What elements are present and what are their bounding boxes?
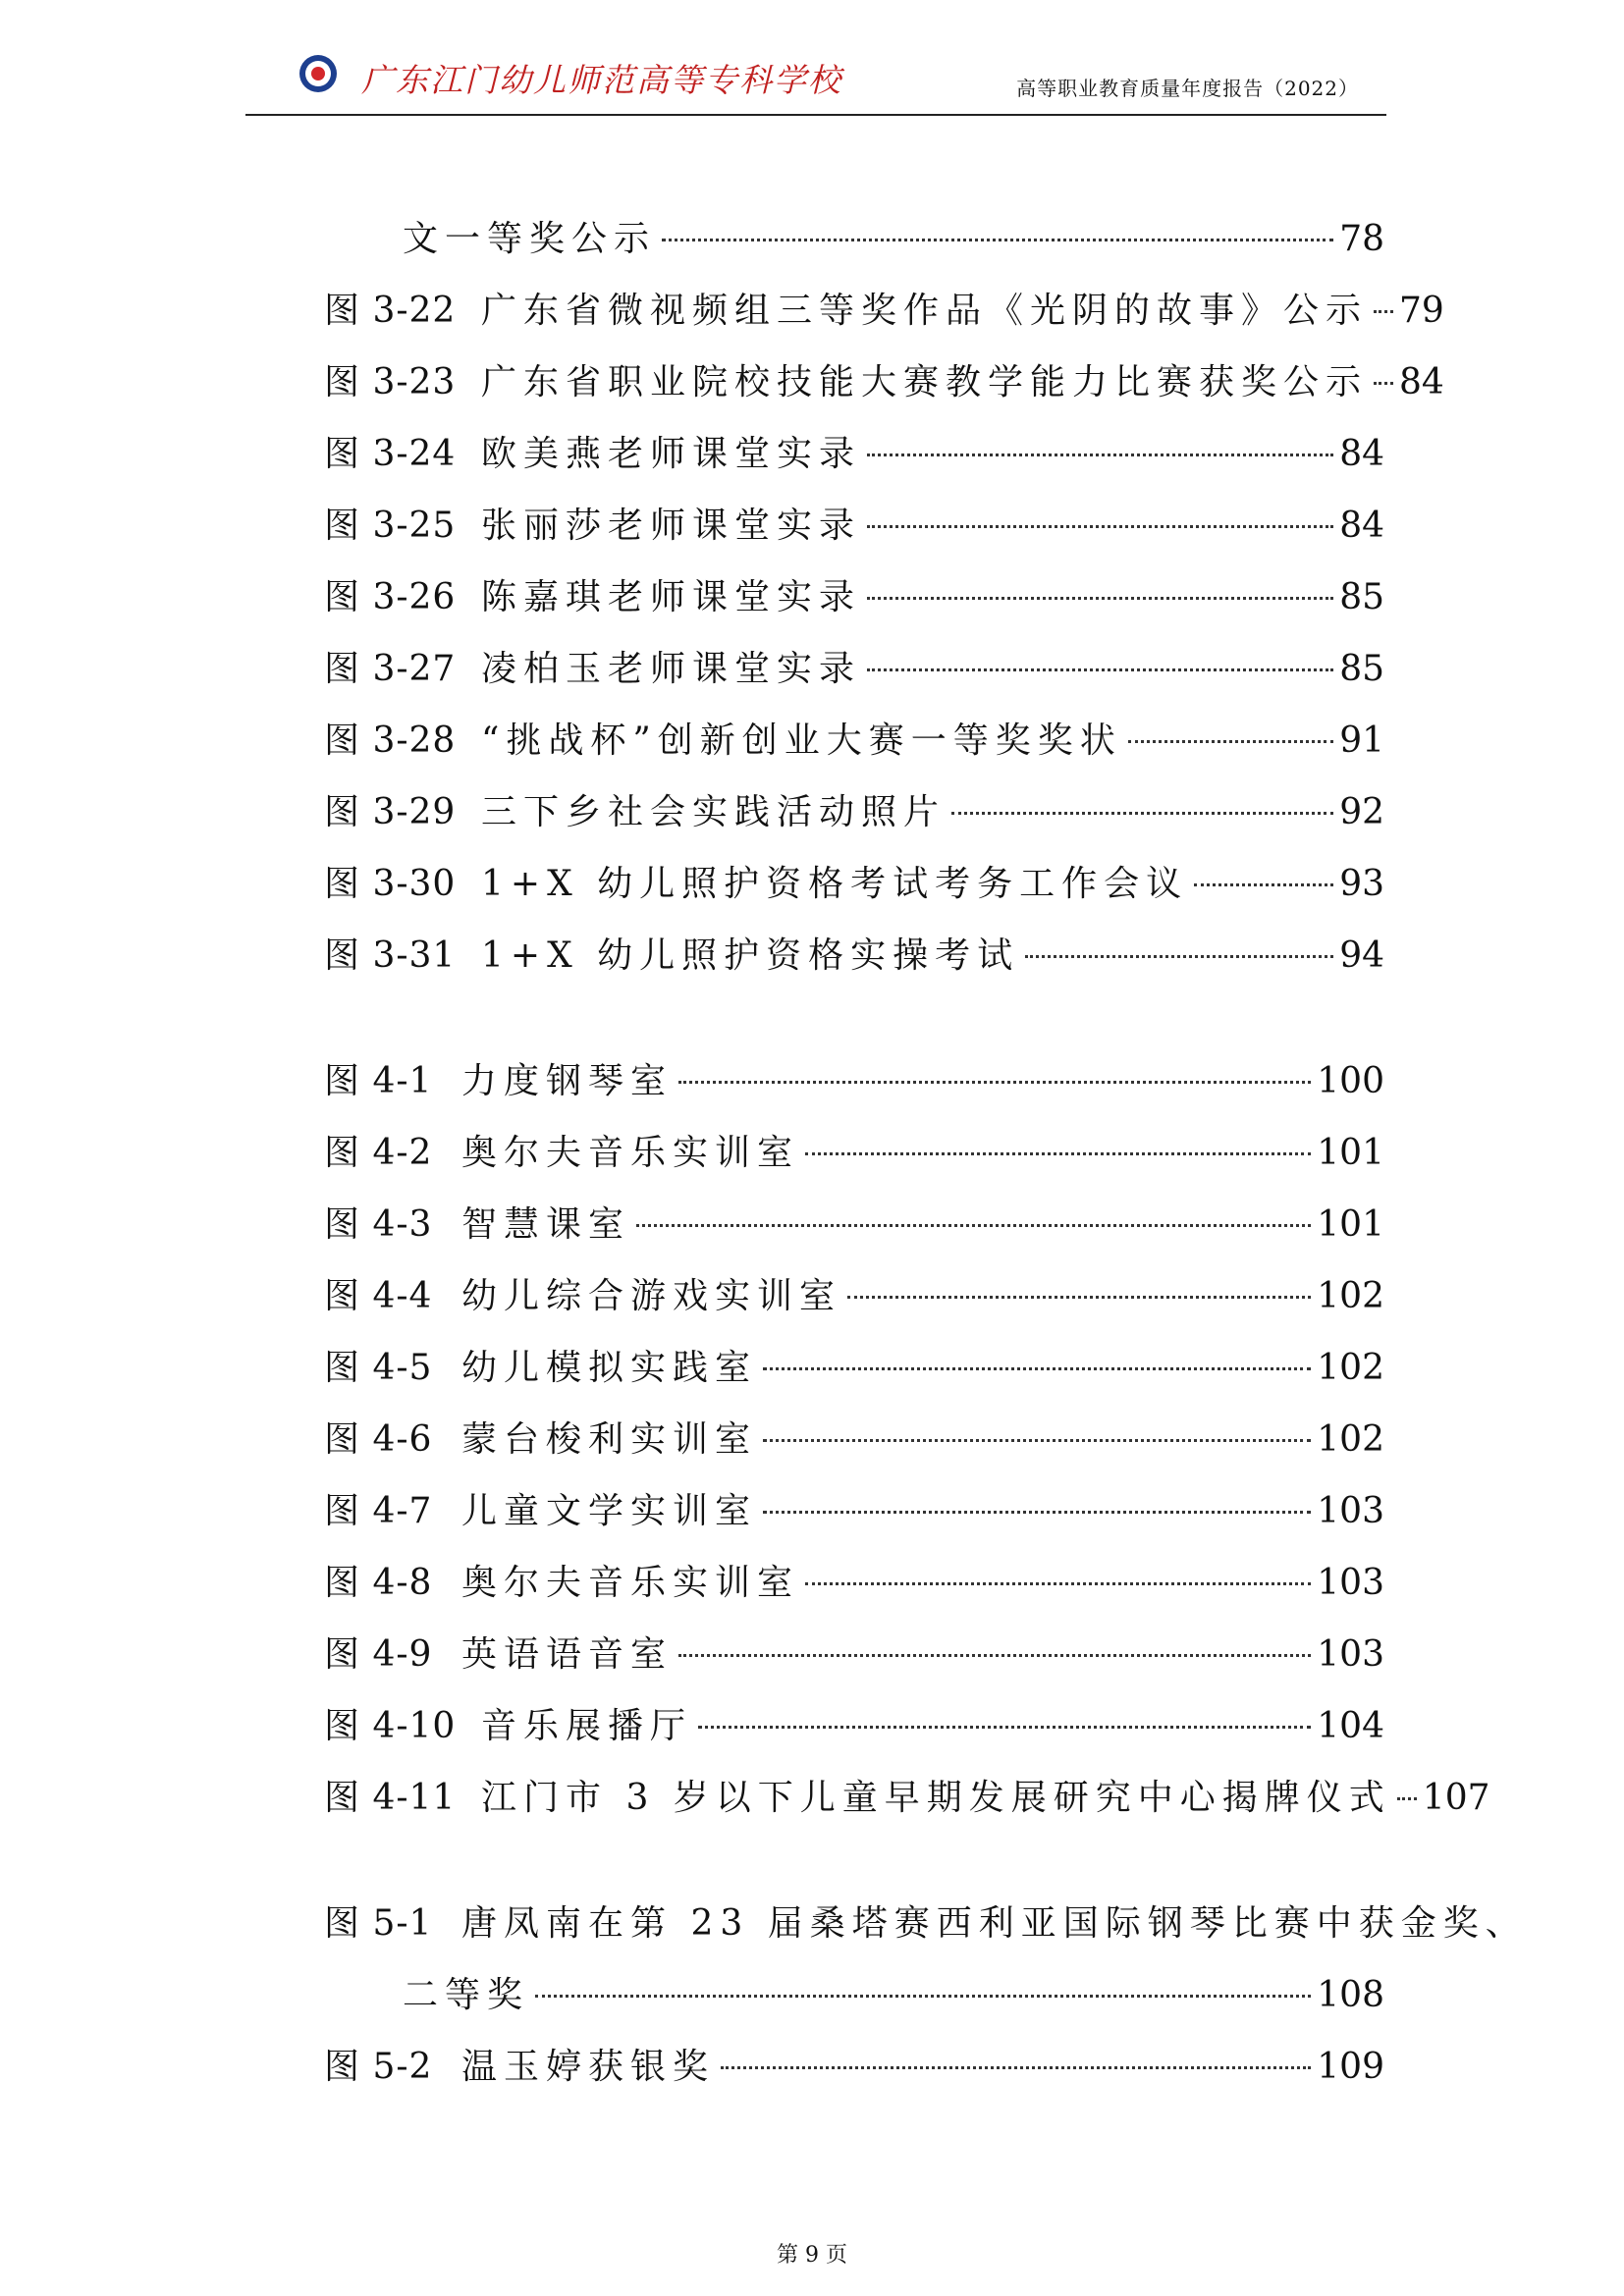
dot-leader	[721, 2066, 1311, 2069]
dot-leader	[1025, 955, 1333, 958]
dot-leader	[678, 1081, 1311, 1084]
toc-entry[interactable]	[403, 210, 1384, 282]
toc-page-number: 93	[1339, 864, 1384, 904]
toc-entry[interactable]	[324, 1482, 1384, 1554]
toc-entry[interactable]	[324, 1769, 1490, 1841]
toc-entry-text: 张丽莎老师课堂实录	[481, 506, 862, 546]
toc-figure-label: 图 5-1	[324, 1903, 433, 1944]
toc-page-number: 102	[1317, 1276, 1384, 1316]
toc-figure-label: 图 4-5	[324, 1348, 433, 1388]
dot-leader	[535, 1995, 1311, 1998]
toc-entry-text: 1+X 幼儿照护资格实操考试	[481, 935, 1020, 976]
dot-leader	[867, 454, 1333, 456]
toc-entry[interactable]	[324, 855, 1384, 927]
toc-entry[interactable]	[403, 1966, 1384, 2038]
toc-figure-label: 图 4-3	[324, 1204, 433, 1245]
toc-figure-label: 图 3-31	[324, 935, 457, 976]
toc-page-number: 103	[1317, 1634, 1384, 1675]
toc-page-number: 79	[1399, 291, 1444, 331]
report-title: 高等职业教育质量年度报告（2022）	[1016, 77, 1359, 100]
toc-figure-label: 图 4-8	[324, 1563, 433, 1603]
toc-page-number: 102	[1317, 1419, 1384, 1460]
toc-page-number: 101	[1317, 1133, 1384, 1173]
toc-entry[interactable]	[324, 1267, 1384, 1339]
dot-leader	[1374, 310, 1393, 313]
toc-entry[interactable]	[324, 1339, 1384, 1411]
dot-leader	[867, 668, 1333, 671]
dot-leader	[1374, 382, 1393, 385]
toc-page-number: 102	[1317, 1348, 1384, 1388]
school-logo-icon	[299, 55, 337, 92]
toc-entry[interactable]	[324, 353, 1444, 425]
toc-page-number: 91	[1339, 721, 1384, 761]
toc-entry-text: 奥尔夫音乐实训室	[461, 1563, 800, 1603]
toc-page-number: 92	[1339, 792, 1384, 832]
toc-entry-text: 欧美燕老师课堂实录	[481, 434, 862, 474]
dot-leader	[763, 1439, 1311, 1442]
dot-leader	[1128, 740, 1333, 743]
dot-leader	[805, 1582, 1311, 1585]
toc-entry-text: 蒙台梭利实训室	[461, 1419, 758, 1460]
toc-page-number: 84	[1339, 506, 1384, 546]
toc-figure-label: 图 3-30	[324, 864, 457, 904]
toc-figure-label: 图 3-27	[324, 649, 457, 689]
page-number: 第 9 页	[777, 2243, 847, 2268]
toc-entry[interactable]	[324, 568, 1384, 640]
dot-leader	[867, 597, 1333, 600]
toc-entry[interactable]	[324, 1697, 1384, 1769]
dot-leader	[805, 1152, 1311, 1155]
toc-entry-text: 凌柏玉老师课堂实录	[481, 649, 862, 689]
toc-entry[interactable]	[324, 497, 1384, 568]
toc-group-chapter-5	[324, 1895, 1528, 2109]
toc-entry[interactable]	[324, 1554, 1384, 1626]
toc-page-number: 107	[1422, 1778, 1490, 1818]
toc-figure-label: 图 4-2	[324, 1133, 433, 1173]
toc-entry-text: 儿童文学实训室	[461, 1491, 758, 1531]
dot-leader	[763, 1511, 1311, 1514]
toc-entry-text: 唐凤南在第 23 届桑塔赛西利亚国际钢琴比赛中获金奖、	[461, 1903, 1528, 1944]
dot-leader	[1397, 1797, 1417, 1800]
figure-list	[324, 210, 1528, 2109]
toc-figure-label: 图 4-1	[324, 1061, 433, 1101]
toc-entry[interactable]	[324, 1895, 1528, 1966]
toc-figure-label: 图 3-25	[324, 506, 457, 546]
toc-entry-text: 广东省微视频组三等奖作品《光阴的故事》公示	[481, 291, 1369, 331]
toc-figure-label: 图 4-7	[324, 1491, 433, 1531]
toc-entry-text: 奥尔夫音乐实训室	[461, 1133, 800, 1173]
toc-figure-label: 图 3-29	[324, 792, 457, 832]
toc-entry-text: 英语语音室	[461, 1634, 674, 1675]
toc-figure-label: 图 4-9	[324, 1634, 433, 1675]
toc-group-chapter-3	[324, 282, 1444, 998]
toc-figure-label: 图 3-22	[324, 291, 457, 331]
toc-figure-label: 图 5-2	[324, 2047, 433, 2087]
toc-figure-label: 图 3-26	[324, 577, 457, 617]
toc-page-number: 94	[1339, 935, 1384, 976]
toc-entry[interactable]	[324, 1124, 1384, 1196]
toc-page-number: 100	[1317, 1061, 1384, 1101]
toc-entry[interactable]	[324, 783, 1384, 855]
toc-entry-text: 幼儿模拟实践室	[461, 1348, 758, 1388]
toc-page-number: 78	[1339, 219, 1384, 259]
toc-page-number: 108	[1317, 1975, 1384, 2015]
toc-entry-text: 智慧课室	[461, 1204, 631, 1245]
toc-figure-label: 图 4-6	[324, 1419, 433, 1460]
toc-page-number: 85	[1339, 649, 1384, 689]
toc-entry-text: 1+X 幼儿照护资格考试考务工作会议	[481, 864, 1189, 904]
toc-entry-text: 陈嘉琪老师课堂实录	[481, 577, 862, 617]
toc-entry[interactable]	[324, 1626, 1384, 1697]
toc-entry-text: 文一等奖公示	[403, 219, 657, 259]
toc-entry-text: “挑战杯”创新创业大赛一等奖奖状	[481, 721, 1122, 761]
toc-entry-text: 音乐展播厅	[481, 1706, 693, 1746]
dot-leader	[662, 239, 1333, 241]
toc-entry[interactable]	[324, 282, 1444, 353]
dot-leader	[1194, 883, 1333, 886]
toc-entry-text: 江门市 3 岁以下儿童早期发展研究中心揭牌仪式	[481, 1778, 1391, 1818]
toc-entry[interactable]	[324, 425, 1384, 497]
dot-leader	[763, 1367, 1311, 1370]
toc-entry[interactable]	[324, 712, 1384, 783]
toc-entry[interactable]	[324, 1196, 1384, 1267]
toc-entry-text: 广东省职业院校技能大赛教学能力比赛获奖公示	[481, 362, 1369, 402]
dot-leader	[847, 1296, 1311, 1299]
dot-leader	[951, 812, 1333, 815]
toc-figure-label: 图 4-10	[324, 1706, 457, 1746]
toc-figure-label: 图 3-24	[324, 434, 457, 474]
toc-figure-label: 图 4-4	[324, 1276, 433, 1316]
toc-entry-text: 幼儿综合游戏实训室	[461, 1276, 842, 1316]
toc-page-number: 103	[1317, 1563, 1384, 1603]
dot-leader	[698, 1726, 1311, 1729]
toc-page-number: 84	[1339, 434, 1384, 474]
toc-entry-text: 二等奖	[403, 1975, 530, 2015]
school-name: 广东江门幼儿师范高等专科学校	[361, 61, 842, 99]
page-footer	[0, 2238, 1624, 2269]
toc-entry-text: 三下乡社会实践活动照片	[481, 792, 947, 832]
toc-entry[interactable]	[324, 927, 1384, 998]
toc-group-chapter-4	[324, 1052, 1490, 1841]
toc-page-number: 104	[1317, 1706, 1384, 1746]
toc-figure-label: 图 3-23	[324, 362, 457, 402]
toc-entry[interactable]	[324, 2038, 1384, 2109]
dot-leader	[636, 1224, 1311, 1227]
toc-entry-text: 温玉婷获银奖	[461, 2047, 716, 2087]
dot-leader	[867, 525, 1333, 528]
toc-figure-label: 图 3-28	[324, 721, 457, 761]
dot-leader	[678, 1654, 1311, 1657]
toc-page-number: 101	[1317, 1204, 1384, 1245]
toc-entry[interactable]	[324, 640, 1384, 712]
toc-page-number: 85	[1339, 577, 1384, 617]
toc-entry[interactable]	[324, 1411, 1384, 1482]
toc-figure-label: 图 4-11	[324, 1778, 457, 1818]
page-header	[245, 41, 1386, 116]
toc-page-number: 109	[1317, 2047, 1384, 2087]
toc-entry[interactable]	[324, 1052, 1384, 1124]
toc-page-number: 103	[1317, 1491, 1384, 1531]
toc-entry-text: 力度钢琴室	[461, 1061, 674, 1101]
toc-page-number: 84	[1399, 362, 1444, 402]
